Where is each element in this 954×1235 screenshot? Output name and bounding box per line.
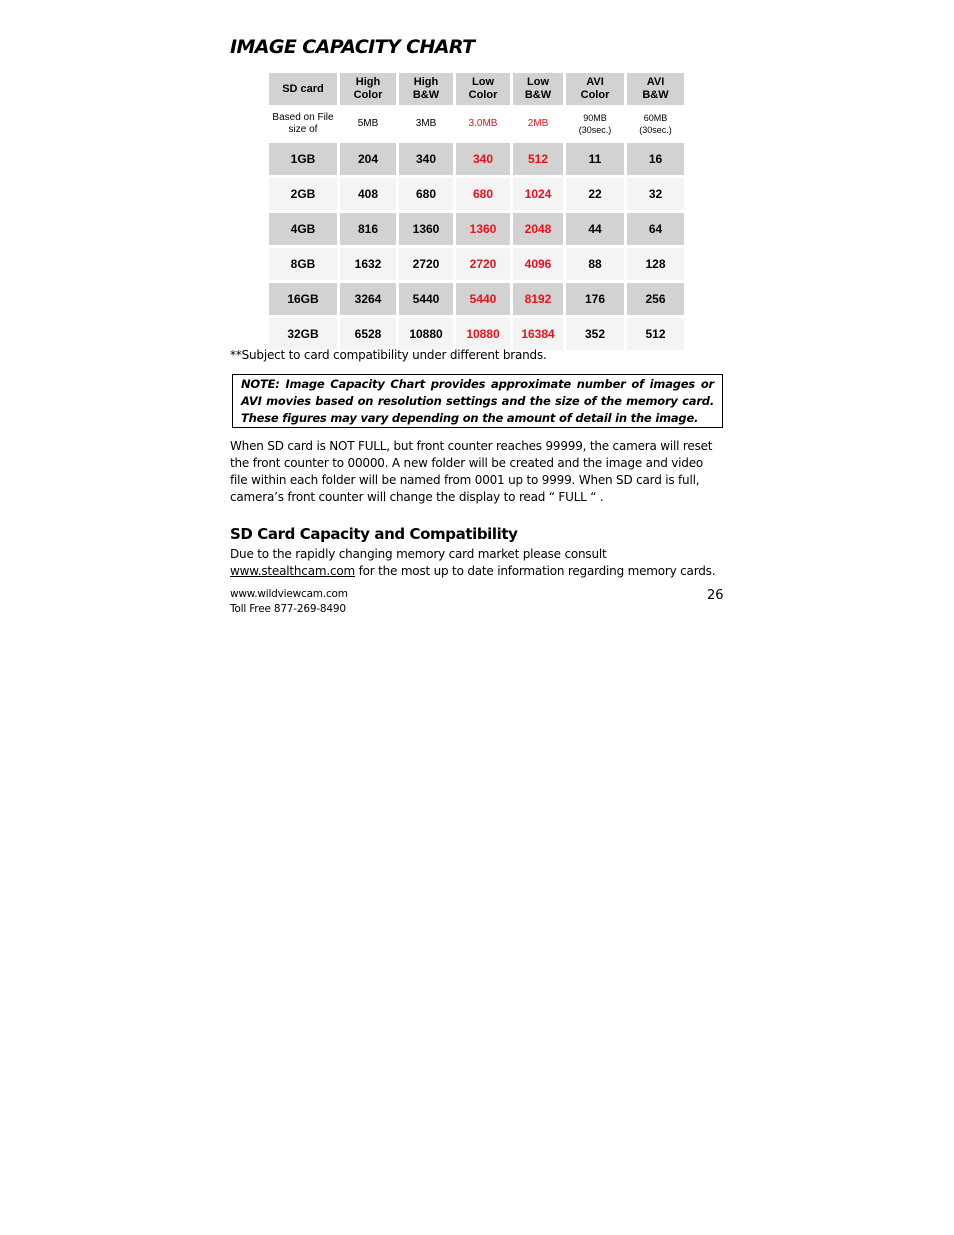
- capacity-cell: 512: [627, 318, 684, 350]
- sd-card-size-cell: 32GB: [269, 318, 337, 350]
- capacity-cell: 5440: [399, 283, 453, 315]
- footer-phone: Toll Free 877-269-8490: [230, 603, 346, 615]
- capacity-cell: 1360: [456, 213, 510, 245]
- table-row: [269, 178, 684, 210]
- table-row: [269, 143, 684, 175]
- capacity-cell: 16: [627, 143, 684, 175]
- capacity-cell: 10880: [456, 318, 510, 350]
- image-capacity-table: [266, 70, 687, 353]
- counter-paragraph: When SD card is NOT FULL, but front counter reaches 99999, the camera will reset the front counter to 00000. A new folder will be created and the image and video file within each folder will be named from 0001 up to 9999. When SD card is full, camera’s front counter will change the display to read “ FULL “ .: [230, 439, 713, 504]
- capacity-cell: 6528: [340, 318, 396, 350]
- sd-card-size-cell: 4GB: [269, 213, 337, 245]
- basis-label: Based on File size of: [269, 108, 337, 140]
- header-avi-bw: AVI B&W: [627, 73, 684, 105]
- table-row: [269, 318, 684, 350]
- capacity-cell: 680: [456, 178, 510, 210]
- page-title: IMAGE CAPACITY CHART: [230, 36, 475, 58]
- capacity-cell: 176: [566, 283, 624, 315]
- basis-cell: 3.0MB: [456, 108, 510, 140]
- capacity-cell: 340: [456, 143, 510, 175]
- section-paragraph: [230, 546, 724, 580]
- footer-website: www.wildviewcam.com: [230, 588, 348, 600]
- capacity-cell: 11: [566, 143, 624, 175]
- section-title: SD Card Capacity and Compatibility: [230, 525, 518, 543]
- capacity-cell: 32: [627, 178, 684, 210]
- note-text: NOTE: Image Capacity Chart provides approximate number of images or AVI movies based on resolution settings and the size of the memory card. These figures may vary depending on the amount of detail in the image.: [241, 377, 714, 425]
- capacity-cell: 1024: [513, 178, 563, 210]
- table-row: [269, 213, 684, 245]
- basis-cell: 5MB: [340, 108, 396, 140]
- basis-cell: 90MB (30sec.): [566, 108, 624, 140]
- capacity-cell: 2720: [456, 248, 510, 280]
- sd-card-size-cell: 8GB: [269, 248, 337, 280]
- capacity-cell: 816: [340, 213, 396, 245]
- capacity-cell: 44: [566, 213, 624, 245]
- table-header-row: [269, 73, 684, 105]
- capacity-cell: 680: [399, 178, 453, 210]
- capacity-cell: 4096: [513, 248, 563, 280]
- capacity-cell: 512: [513, 143, 563, 175]
- sd-card-size-cell: 1GB: [269, 143, 337, 175]
- table-row: [269, 248, 684, 280]
- sd-card-size-cell: 16GB: [269, 283, 337, 315]
- capacity-cell: 16384: [513, 318, 563, 350]
- file-size-row: [269, 108, 684, 140]
- capacity-cell: 5440: [456, 283, 510, 315]
- capacity-cell: 340: [399, 143, 453, 175]
- table-row: [269, 283, 684, 315]
- capacity-cell: 408: [340, 178, 396, 210]
- header-low-bw: Low B&W: [513, 73, 563, 105]
- header-high-color: High Color: [340, 73, 396, 105]
- note-box: [232, 374, 723, 428]
- basis-cell: 2MB: [513, 108, 563, 140]
- section-text-after: for the most up to date information regarding memory cards.: [354, 564, 716, 578]
- capacity-cell: 88: [566, 248, 624, 280]
- header-low-color: Low Color: [456, 73, 510, 105]
- footer: [230, 587, 348, 617]
- header-avi-color: AVI Color: [566, 73, 624, 105]
- basis-cell: 60MB (30sec.): [627, 108, 684, 140]
- capacity-cell: 64: [627, 213, 684, 245]
- capacity-cell: 1360: [399, 213, 453, 245]
- capacity-cell: 10880: [399, 318, 453, 350]
- section-text-before: Due to the rapidly changing memory card market please consult: [230, 547, 607, 561]
- capacity-cell: 3264: [340, 283, 396, 315]
- capacity-cell: 256: [627, 283, 684, 315]
- capacity-cell: 128: [627, 248, 684, 280]
- capacity-cell: 352: [566, 318, 624, 350]
- capacity-cell: 8192: [513, 283, 563, 315]
- capacity-cell: 204: [340, 143, 396, 175]
- sd-card-size-cell: 2GB: [269, 178, 337, 210]
- basis-cell: 3MB: [399, 108, 453, 140]
- capacity-cell: 1632: [340, 248, 396, 280]
- capacity-cell: 22: [566, 178, 624, 210]
- compatibility-footnote: **Subject to card compatibility under different brands.: [230, 348, 547, 362]
- capacity-cell: 2048: [513, 213, 563, 245]
- stealthcam-link[interactable]: www.stealthcam.com: [230, 564, 355, 578]
- header-high-bw: High B&W: [399, 73, 453, 105]
- capacity-cell: 2720: [399, 248, 453, 280]
- page-number: 26: [707, 588, 724, 603]
- header-sd-card: SD card: [269, 73, 337, 105]
